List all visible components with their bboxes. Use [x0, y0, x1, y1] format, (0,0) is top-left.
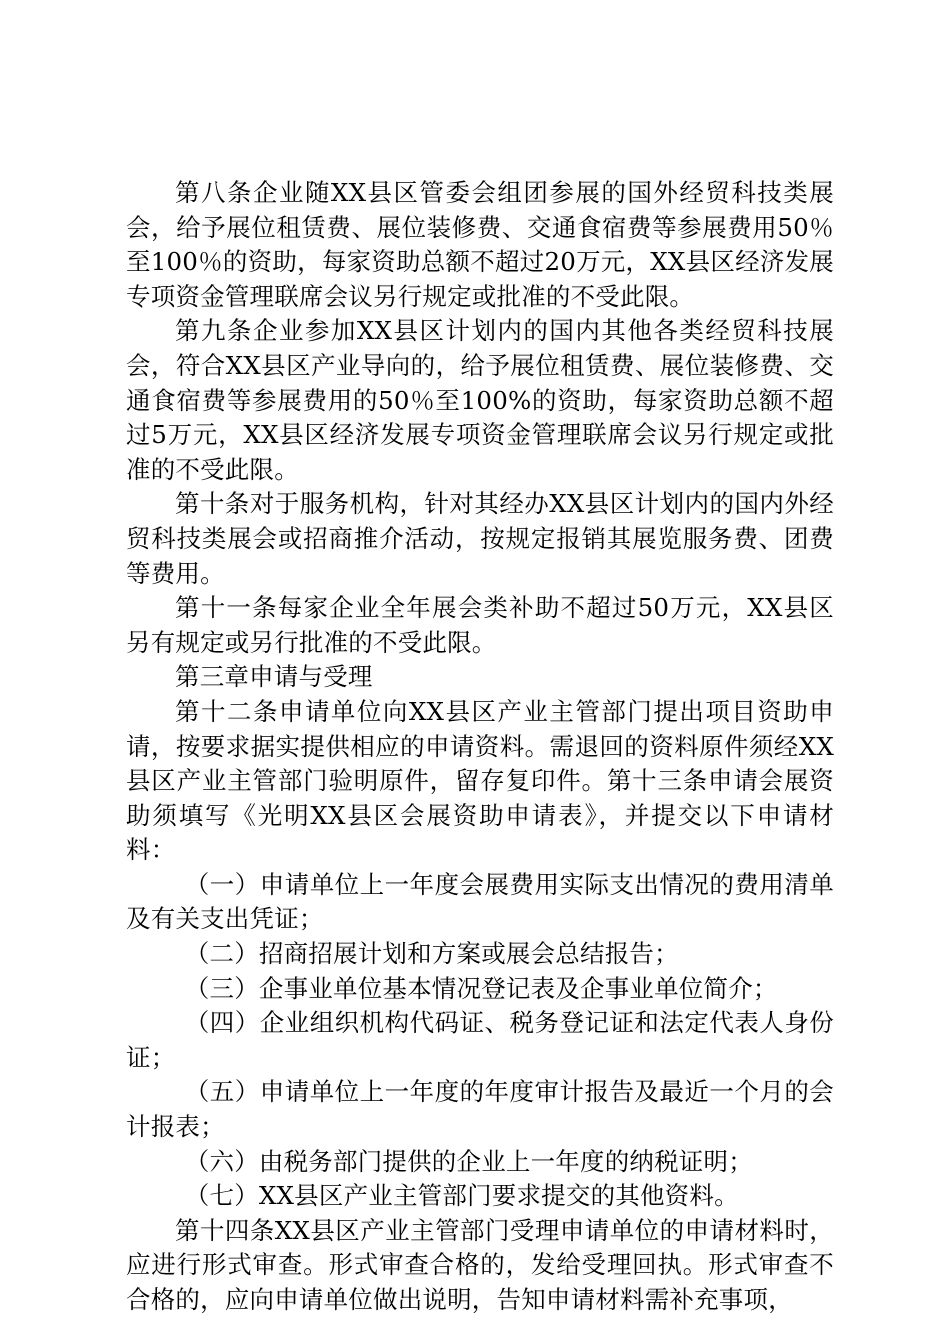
- list-item-5: （五）申请单位上一年度的年度审计报告及最近一个月的会计报表；: [126, 1077, 834, 1142]
- list-item-1: （一）申请单位上一年度会展费用实际支出情况的费用清单及有关支出凭证；: [126, 869, 834, 934]
- list-item-3: （三）企事业单位基本情况登记表及企事业单位简介；: [184, 973, 778, 1003]
- article-14-paragraph: 第十四条XX县区产业主管部门受理申请单位的申请材料时，应进行形式审查。形式审查合格的，发给受理回执。形式审查不合格的，应向申请单位做出说明，告知申请材料需补充事项，: [126, 1215, 834, 1314]
- article-10-paragraph: 第十条对于服务机构，针对其经办XX县区计划内的国内外经贸科技类展会或招商推介活动，按规定报销其展览服务费、团费等费用。: [126, 489, 834, 588]
- list-item-6: （六）由税务部门提供的企业上一年度的纳税证明；: [184, 1146, 753, 1176]
- list-item-2: （二）招商招展计划和方案或展会总结报告；: [184, 939, 679, 969]
- list-item-7: （七）XX县区产业主管部门要求提交的其他资料。: [184, 1181, 739, 1211]
- chapter-3-heading: 第三章申请与受理: [175, 662, 373, 692]
- article-9-paragraph: 第九条企业参加XX县区计划内的国内其他各类经贸科技展会，符合XX县区产业导向的，给予展位租赁费、展位装修费、交通食宿费等参展费用的50％至100%的资助，每家资助总额不超过5万元，XX县区经济发展专项资金管理联席会议另行规定或批准的不受此限。: [126, 316, 834, 484]
- article-8-paragraph: 第八条企业随XX县区管委会组团参展的国外经贸科技类展会，给予展位租赁费、展位装修费、交通食宿费等参展费用50％至100％的资助，每家资助总额不超过20万元，XX县区经济发展专项资金管理联席会议另行规定或批准的不受此限。: [126, 178, 834, 311]
- document-page: [126, 176, 834, 1318]
- list-item-4: （四）企业组织机构代码证、税务登记证和法定代表人身份证；: [126, 1008, 834, 1072]
- article-12-13-paragraph: 第十二条申请单位向XX县区产业主管部门提出项目资助申请，按要求据实提供相应的申请资料。需退回的资料原件须经XX县区产业主管部门验明原件，留存复印件。第十三条申请会展资助须填写《光明XX县区会展资助申请表》，并提交以下申请材料：: [126, 696, 834, 865]
- article-11-paragraph: 第十一条每家企业全年展会类补助不超过50万元，XX县区另有规定或另行批准的不受此限。: [126, 593, 834, 657]
